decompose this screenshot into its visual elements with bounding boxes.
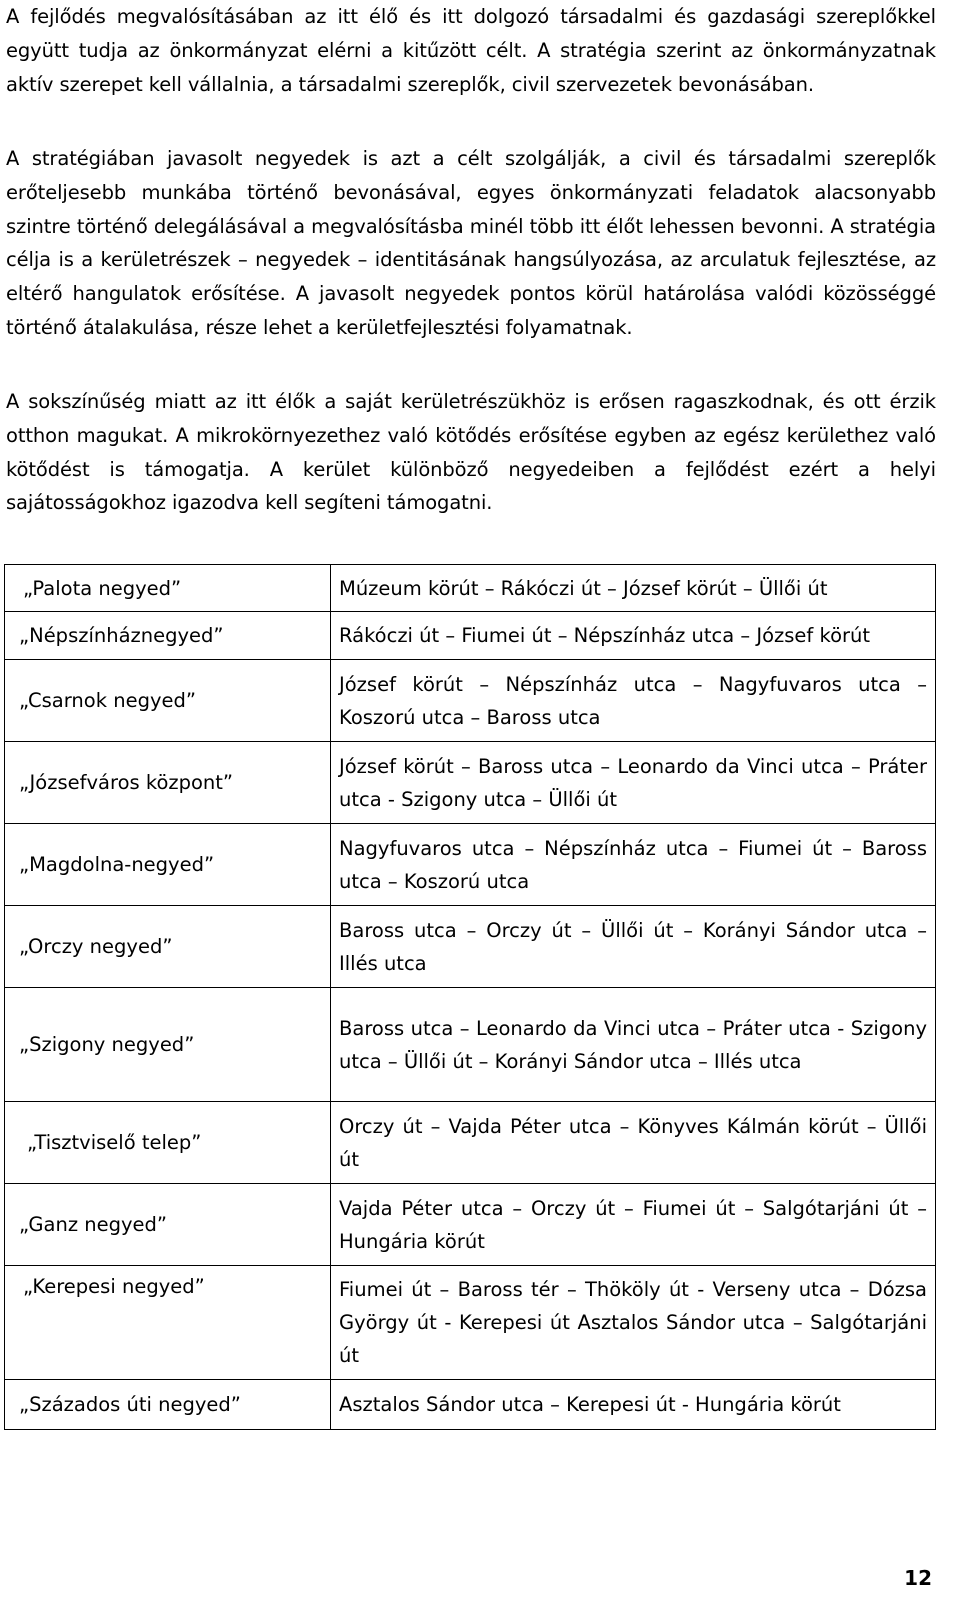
district-name: „Csarnok negyed” xyxy=(5,660,331,742)
district-name: „Tisztviselő telep” xyxy=(5,1102,331,1184)
table-row xyxy=(5,906,936,988)
page-number: 12 xyxy=(904,1566,932,1590)
district-name: „Százados úti negyed” xyxy=(5,1380,331,1430)
table-row xyxy=(5,742,936,824)
district-boundary: József körút – Baross utca – Leonardo da Vinci utca – Práter utca - Szigony utca – Üllői út xyxy=(331,742,936,824)
district-boundary: Vajda Péter utca – Orczy út – Fiumei út – Salgótarjáni út – Hungária körút xyxy=(331,1184,936,1266)
districts-table xyxy=(4,564,936,1430)
district-name: „Ganz negyed” xyxy=(5,1184,331,1266)
table-row xyxy=(5,1380,936,1430)
table-row xyxy=(5,1266,936,1380)
district-name: „Józsefváros központ” xyxy=(5,742,331,824)
district-boundary: Orczy út – Vajda Péter utca – Könyves Kálmán körút – Üllői út xyxy=(331,1102,936,1184)
district-boundary: Rákóczi út – Fiumei út – Népszínház utca – József körút xyxy=(331,612,936,660)
table-row xyxy=(5,660,936,742)
table-row xyxy=(5,824,936,906)
district-boundary: Asztalos Sándor utca – Kerepesi út - Hungária körút xyxy=(331,1380,936,1430)
district-boundary: Baross utca – Orczy út – Üllői út – Korányi Sándor utca – Illés utca xyxy=(331,906,936,988)
district-boundary: Fiumei út – Baross tér – Thököly út - Verseny utca – Dózsa György út - Kerepesi út Asztalos Sándor utca – Salgótarjáni út xyxy=(331,1266,936,1380)
district-name: „Népszínháznegyed” xyxy=(5,612,331,660)
table-row xyxy=(5,988,936,1102)
table-row xyxy=(5,1102,936,1184)
paragraph-strategy: A stratégiában javasolt negyedek is azt a célt szolgálják, a civil és társadalmi szereplők erőteljesebb munkába történő bevonásával, egyes önkormányzati feladatok alacsonyabb szintre történő delegálásával a megvalósításba minél több itt élőt lehessen bevonni. A stratégia célja is a kerületrészek – negyedek – identitásának hangsúlyozása, az arculatuk fejlesztése, az eltérő hangulatok erősítése. A javasolt negyedek pontos körül határolása valódi közösséggé történő átalakulása, része lehet a kerületfejlesztési folyamatnak. xyxy=(6,147,936,339)
district-name: „Palota negyed” xyxy=(5,565,331,612)
district-boundary: József körút – Népszínház utca – Nagyfuvaros utca – Koszorú utca – Baross utca xyxy=(331,660,936,742)
table-row xyxy=(5,565,936,612)
table-row xyxy=(5,612,936,660)
district-boundary: Baross utca – Leonardo da Vinci utca – Práter utca - Szigony utca – Üllői út – Korányi Sándor utca – Illés utca xyxy=(331,988,936,1102)
district-boundary: Múzeum körút – Rákóczi út – József körút – Üllői út xyxy=(331,565,936,612)
paragraph-diversity: A sokszínűség miatt az itt élők a saját kerületrészükhöz is erősen ragaszkodnak, és ott érzik otthon magukat. A mikrokörnyezethez való kötődés erősítése egyben az egész kerülethez való kötődést is támogatja. A kerület különböző negyedeiben a fejlődést ezért a helyi sajátosságokhoz igazodva kell segíteni támogatni. xyxy=(6,390,936,515)
table-row xyxy=(5,1184,936,1266)
district-name: „Magdolna-negyed” xyxy=(5,824,331,906)
district-name: „Kerepesi negyed” xyxy=(5,1266,331,1380)
paragraph-intro: A fejlődés megvalósításában az itt élő és itt dolgozó társadalmi és gazdasági szereplőkkel együtt tudja az önkormányzat elérni a kitűzött célt. A stratégia szerint az önkormányzatnak aktív szerepet kell vállalnia, a társadalmi szereplők, civil szervezetek bevonásában. xyxy=(6,5,936,96)
district-name: „Szigony negyed” xyxy=(5,988,331,1102)
district-name: „Orczy negyed” xyxy=(5,906,331,988)
district-boundary: Nagyfuvaros utca – Népszínház utca – Fiumei út – Baross utca – Koszorú utca xyxy=(331,824,936,906)
